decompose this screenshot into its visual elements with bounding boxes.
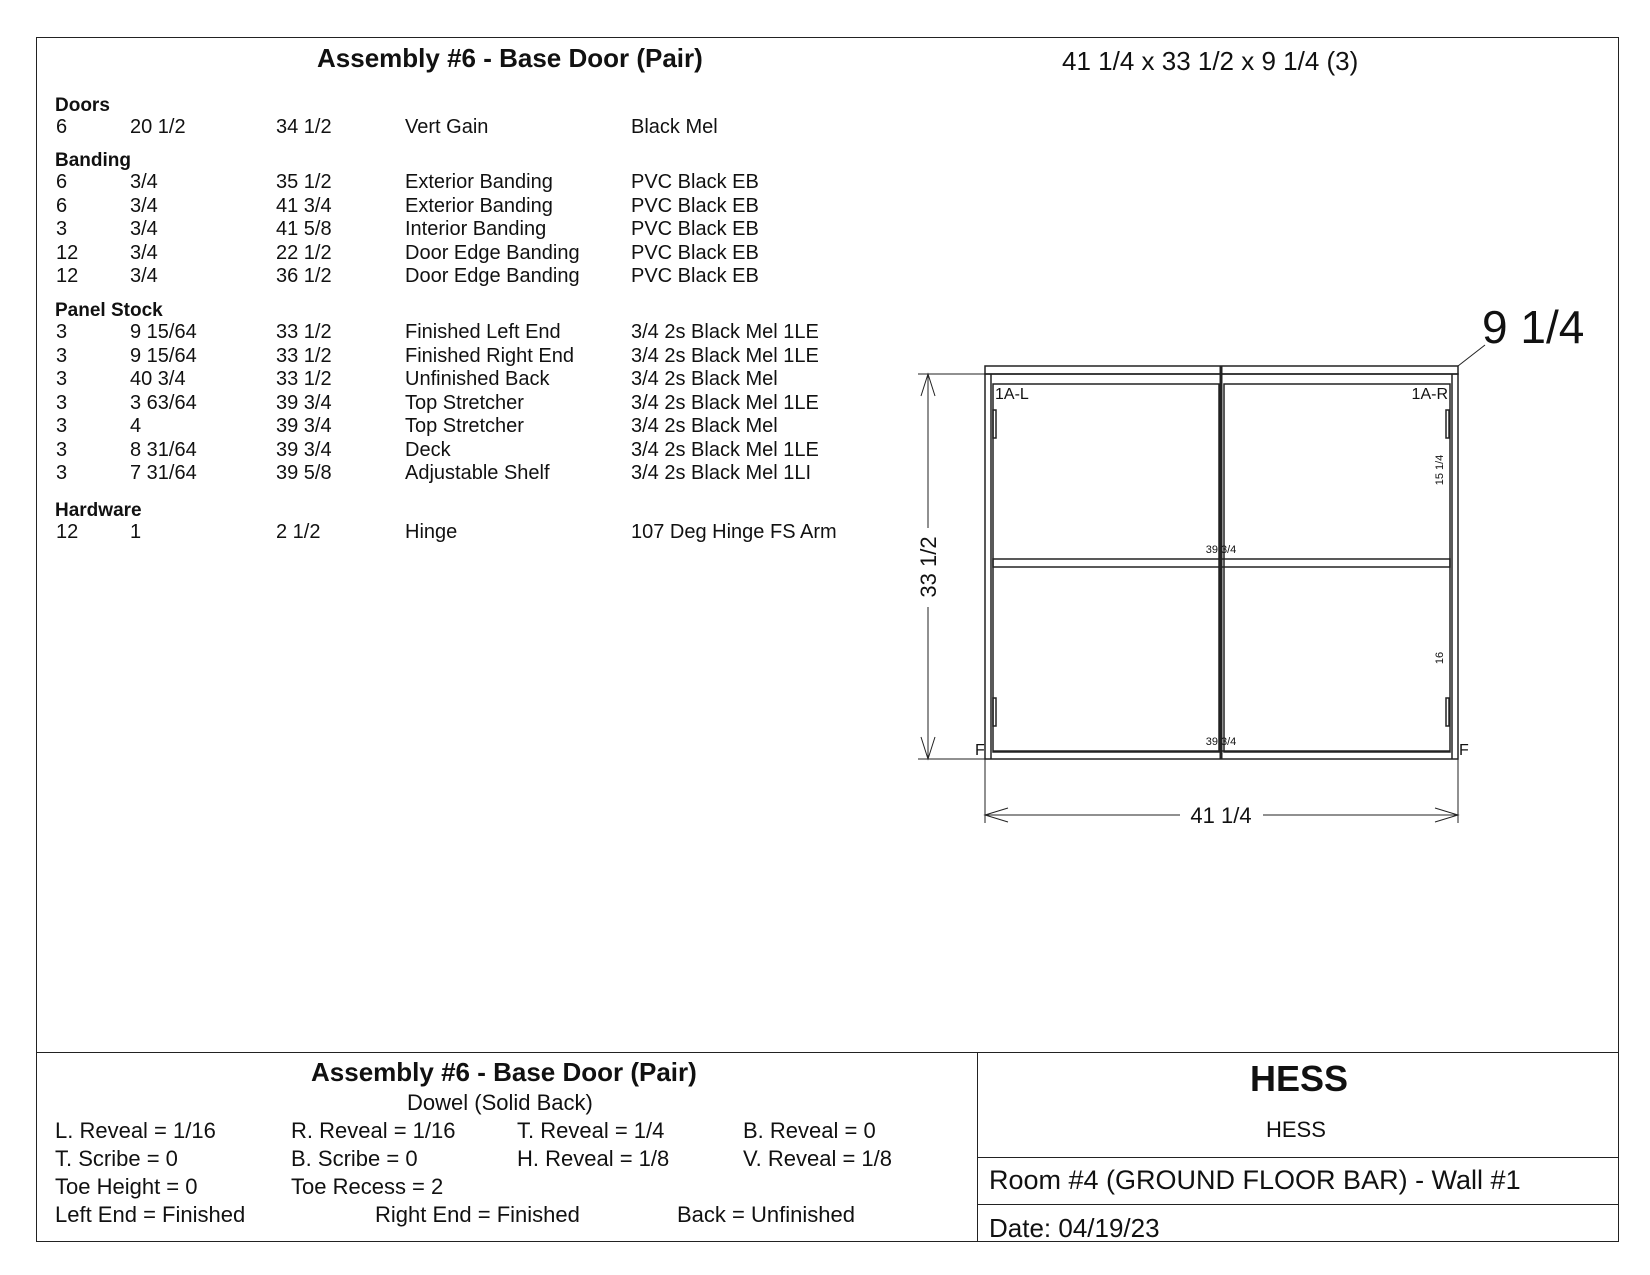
right-reveal: R. Reveal = 1/16: [291, 1118, 456, 1143]
cut-list-cell: Interior Banding: [405, 218, 547, 240]
right-door: [1224, 384, 1450, 752]
section-heading: Hardware: [55, 500, 142, 521]
cut-list-cell: PVC Black EB: [631, 218, 759, 240]
company-name-bold: HESS: [1250, 1058, 1349, 1099]
cut-list-cell: 1: [130, 521, 142, 543]
vertical-reveal: V. Reveal = 1/8: [743, 1146, 893, 1171]
bottom-reveal: B. Reveal = 0: [743, 1118, 876, 1143]
cut-list-cell: Exterior Banding: [405, 171, 553, 193]
room-rule-bottom: [977, 1204, 1619, 1205]
cut-list-cell: Hinge: [405, 521, 458, 543]
cut-list-cell: Finished Right End: [405, 344, 574, 367]
cut-list-cell: 33 1/2: [276, 321, 332, 343]
right-end-finish: Right End = Finished: [375, 1202, 580, 1227]
room-wall-label: Room #4 (GROUND FLOOR BAR) - Wall #1: [989, 1165, 1521, 1195]
depth-label: 9 1/4: [1482, 301, 1585, 353]
cut-list-cell: 33 1/2: [276, 344, 332, 367]
cut-list-cell: 3/4 2s Black Mel 1LE: [631, 438, 819, 461]
left-finish-mark: F: [975, 742, 985, 759]
cut-list-cell: 9 15/64: [130, 344, 197, 367]
cut-list-cell: 3/4: [130, 241, 158, 264]
cut-list-cell: 39 3/4: [276, 391, 332, 414]
cut-list-cell: PVC Black EB: [631, 241, 759, 264]
cut-list-cell: 6: [56, 171, 68, 193]
cut-list-cell: 3: [56, 438, 68, 461]
hinge-left-top: [993, 410, 996, 438]
cut-list-cell: Door Edge Banding: [405, 241, 580, 264]
section-heading: Panel Stock: [55, 300, 163, 321]
cut-list-cell: Exterior Banding: [405, 194, 553, 217]
title-block-divider: [977, 1052, 978, 1242]
width-label: 41 1/4: [1190, 803, 1252, 828]
footer-assembly-title: Assembly #6 - Base Door (Pair): [311, 1057, 697, 1087]
company-name: HESS: [1266, 1117, 1326, 1142]
cut-list-cell: 7 31/64: [130, 462, 197, 484]
top-reveal: T. Reveal = 1/4: [517, 1118, 665, 1143]
cut-list-cell: 3/4: [130, 194, 158, 217]
cut-list-cell: 3/4 2s Black Mel 1LE: [631, 321, 819, 343]
cut-list-cell: 40 3/4: [130, 368, 186, 390]
cut-list-cell: 3: [56, 344, 68, 367]
cut-list-cell: PVC Black EB: [631, 194, 759, 217]
construction-type: Dowel (Solid Back): [407, 1090, 593, 1115]
cut-list-cell: 6: [56, 194, 68, 217]
cut-list-cell: 36 1/2: [276, 265, 332, 287]
cut-list-cell: 3/4: [130, 265, 158, 287]
cut-list-cell: 6: [56, 116, 68, 138]
cut-list-cell: Adjustable Shelf: [405, 462, 550, 484]
toe-recess: Toe Recess = 2: [291, 1174, 444, 1199]
section-heading: Doors: [55, 95, 110, 116]
drawing-date: Date: 04/19/23: [989, 1213, 1160, 1243]
right-door-label: 1A-R: [1411, 386, 1448, 403]
cut-list-cell: Top Stretcher: [405, 391, 524, 414]
upper-opening-label: 15 1/4: [1434, 454, 1446, 486]
cut-list-cell: 3: [56, 462, 68, 484]
cut-list-cell: 39 3/4: [276, 438, 332, 461]
cut-list-cell: 41 5/8: [276, 218, 332, 240]
cut-list-cell: PVC Black EB: [631, 265, 759, 287]
cut-list-cell: 3/4: [130, 218, 158, 240]
cut-list-cell: 12: [56, 265, 79, 287]
lower-opening-label: 16: [1434, 651, 1446, 665]
cut-list-cell: 3: [56, 368, 68, 390]
cut-list-cell: 39 5/8: [276, 462, 332, 484]
height-label: 33 1/2: [916, 536, 941, 598]
cut-list-cell: 4: [130, 415, 142, 437]
cut-list-cell: Vert Gain: [405, 116, 489, 138]
cut-list-cell: 3/4 2s Black Mel 1LE: [631, 344, 819, 367]
cut-list-cell: 39 3/4: [276, 415, 332, 437]
cut-list-cell: 12: [56, 241, 79, 264]
toe-height: Toe Height = 0: [55, 1174, 198, 1199]
shelf-width-label: 39 3/4: [1205, 544, 1237, 556]
cut-list-cell: 107 Deg Hinge FS Arm: [631, 521, 837, 543]
cut-list-cell: Door Edge Banding: [405, 265, 580, 287]
cut-list-cell: 22 1/2: [276, 241, 332, 264]
cut-list-cell: 20 1/2: [130, 116, 186, 138]
back-finish: Back = Unfinished: [677, 1202, 855, 1227]
deck-width-label: 39 3/4: [1205, 736, 1237, 748]
left-reveal: L. Reveal = 1/16: [55, 1118, 216, 1143]
hinge-left-bottom: [993, 698, 996, 726]
cut-list-cell: Finished Left End: [405, 321, 561, 343]
cut-list-cell: 2 1/2: [276, 521, 321, 543]
cut-list-cell: Unfinished Back: [405, 368, 550, 390]
cut-list-cell: Black Mel: [631, 116, 718, 138]
bottom-scribe: B. Scribe = 0: [291, 1146, 418, 1171]
cut-list-cell: 35 1/2: [276, 171, 332, 193]
cut-list-cell: 3/4: [130, 171, 158, 193]
top-scribe: T. Scribe = 0: [55, 1146, 178, 1171]
cut-list-cell: 41 3/4: [276, 194, 332, 217]
section-heading: Banding: [55, 150, 131, 171]
assembly-title: Assembly #6 - Base Door (Pair): [317, 43, 703, 73]
cut-list-cell: PVC Black EB: [631, 171, 759, 193]
cut-list-cell: 3 63/64: [130, 391, 197, 414]
hinge-right-top: [1446, 410, 1449, 438]
cut-list-cell: 3: [56, 218, 68, 240]
left-door-label: 1A-L: [995, 386, 1029, 403]
left-end-finish: Left End = Finished: [55, 1202, 246, 1227]
cut-list-cell: 34 1/2: [276, 116, 332, 138]
cut-list-cell: 8 31/64: [130, 438, 197, 461]
cut-list-cell: Top Stretcher: [405, 415, 524, 437]
right-finish-mark: F: [1459, 742, 1469, 759]
title-block-top-rule: [36, 1052, 1619, 1053]
cut-list-cell: 9 15/64: [130, 321, 197, 343]
cut-list-cell: 3/4 2s Black Mel: [631, 368, 778, 390]
cut-list-cell: 3/4 2s Black Mel: [631, 415, 778, 437]
cut-list-cell: 33 1/2: [276, 368, 332, 390]
cut-list-cell: 12: [56, 521, 79, 543]
left-door: [993, 384, 1219, 752]
cut-list-cell: 3/4 2s Black Mel 1LI: [631, 462, 812, 484]
cut-list-cell: 3: [56, 321, 68, 343]
room-rule-top: [977, 1157, 1619, 1158]
cut-list-cell: Deck: [405, 438, 451, 461]
cut-list-cell: 3/4 2s Black Mel 1LE: [631, 391, 819, 414]
cut-list-cell: 3: [56, 415, 68, 437]
hinge-right-bottom: [1446, 698, 1449, 726]
horizontal-reveal: H. Reveal = 1/8: [517, 1146, 670, 1171]
overall-dimensions: 41 1/4 x 33 1/2 x 9 1/4 (3): [1062, 46, 1359, 76]
depth-leader: [1458, 345, 1485, 366]
cut-list-cell: 3: [56, 391, 68, 414]
